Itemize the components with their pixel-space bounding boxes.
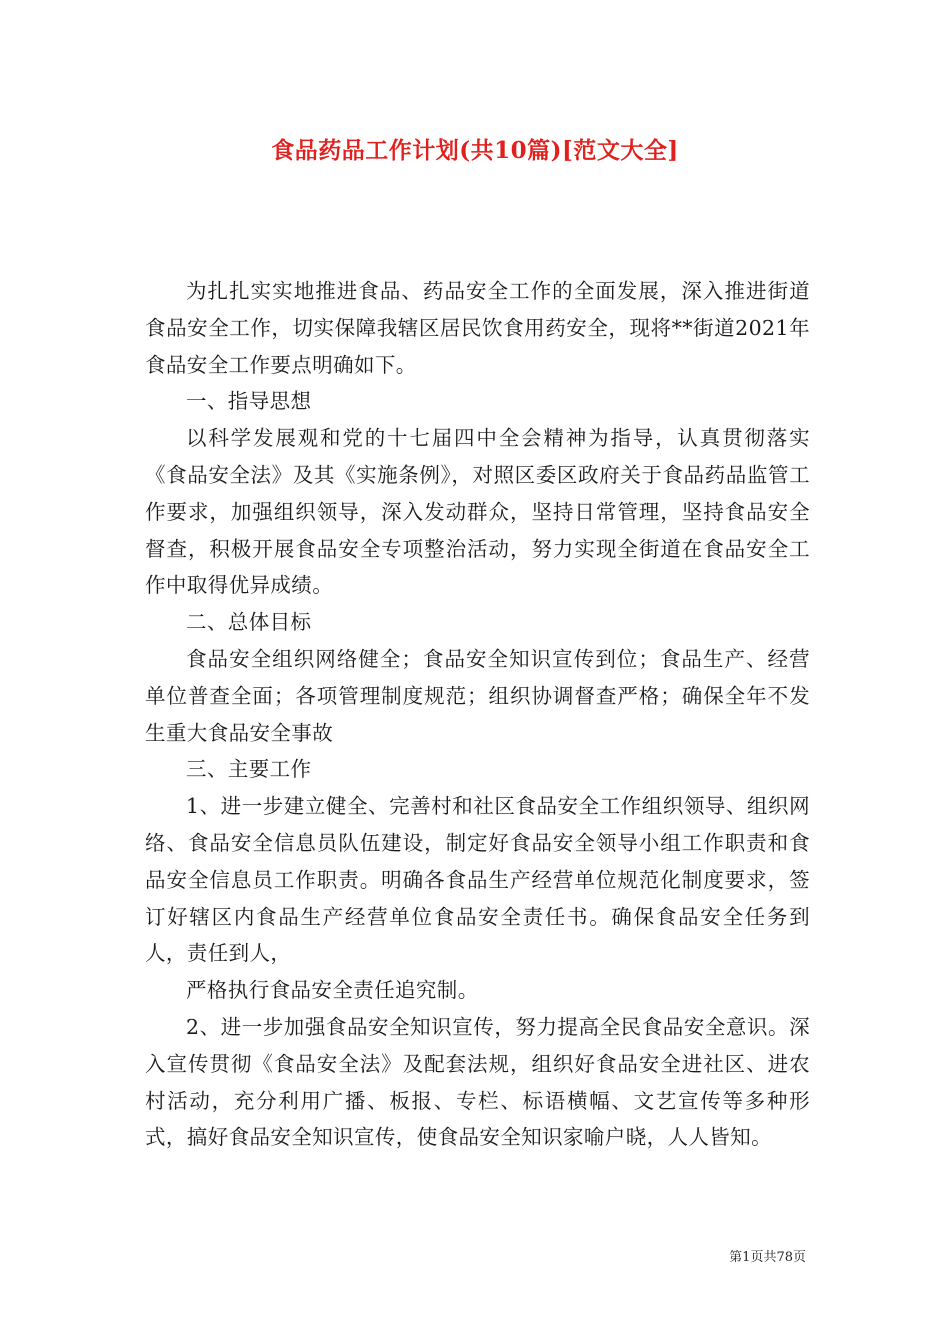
main-work-item-2: 2、进一步加强食品安全知识宣传，努力提高全民食品安全意识。深入宣传贯彻《食品安全法》及配套法规，组织好食品安全进社区、进农村活动，充分利用广播、板报、专栏、标语横幅、文艺宣传等多种形式，搞好食品安全知识宣传，使食品安全知识家喻户晓，人人皆知。: [145, 1014, 810, 1150]
main-work-item-1: 1、进一步建立健全、完善村和社区食品安全工作组织领导、组织网络、食品安全信息员队伍建设，制定好食品安全领导小组工作职责和食品安全信息员工作职责。明确各食品生产经营单位规范化制度要求，签订好辖区内食品生产经营单位食品安全责任书。确保食品安全任务到人，责任到人，: [145, 794, 810, 966]
section-heading-main-work: 三、主要工作: [186, 757, 312, 782]
main-work-item-1-continued: 严格执行食品安全责任追究制。: [186, 978, 479, 1003]
guiding-thought-paragraph: 以科学发展观和党的十七届四中全会精神为指导，认真贯彻落实《食品安全法》及其《实施条例》，对照区委区政府关于食品药品监管工作要求，加强组织领导，深入发动群众，坚持日常管理，坚持食品安全督查，积极开展食品安全专项整治活动，努力实现全街道在食品安全工作中取得优异成绩。: [145, 426, 810, 598]
overall-goal-paragraph: 食品安全组织网络健全；食品安全知识宣传到位；食品生产、经营单位普查全面；各项管理制度规范；组织协调督查严格；确保全年不发生重大食品安全事故: [145, 646, 810, 745]
document-body: [145, 273, 810, 1156]
page-title: 食品药品工作计划(共10篇)[范文大全]: [271, 137, 679, 164]
section-heading-overall-goal: 二、总体目标: [186, 610, 312, 635]
intro-paragraph: 为扎扎实实地推进食品、药品安全工作的全面发展，深入推进街道食品安全工作，切实保障我辖区居民饮食用药安全，现将**街道2021年食品安全工作要点明确如下。: [145, 279, 810, 377]
page-number: 第1页共78页: [729, 1250, 806, 1265]
section-heading-guiding-thought: 一、指导思想: [186, 389, 312, 414]
